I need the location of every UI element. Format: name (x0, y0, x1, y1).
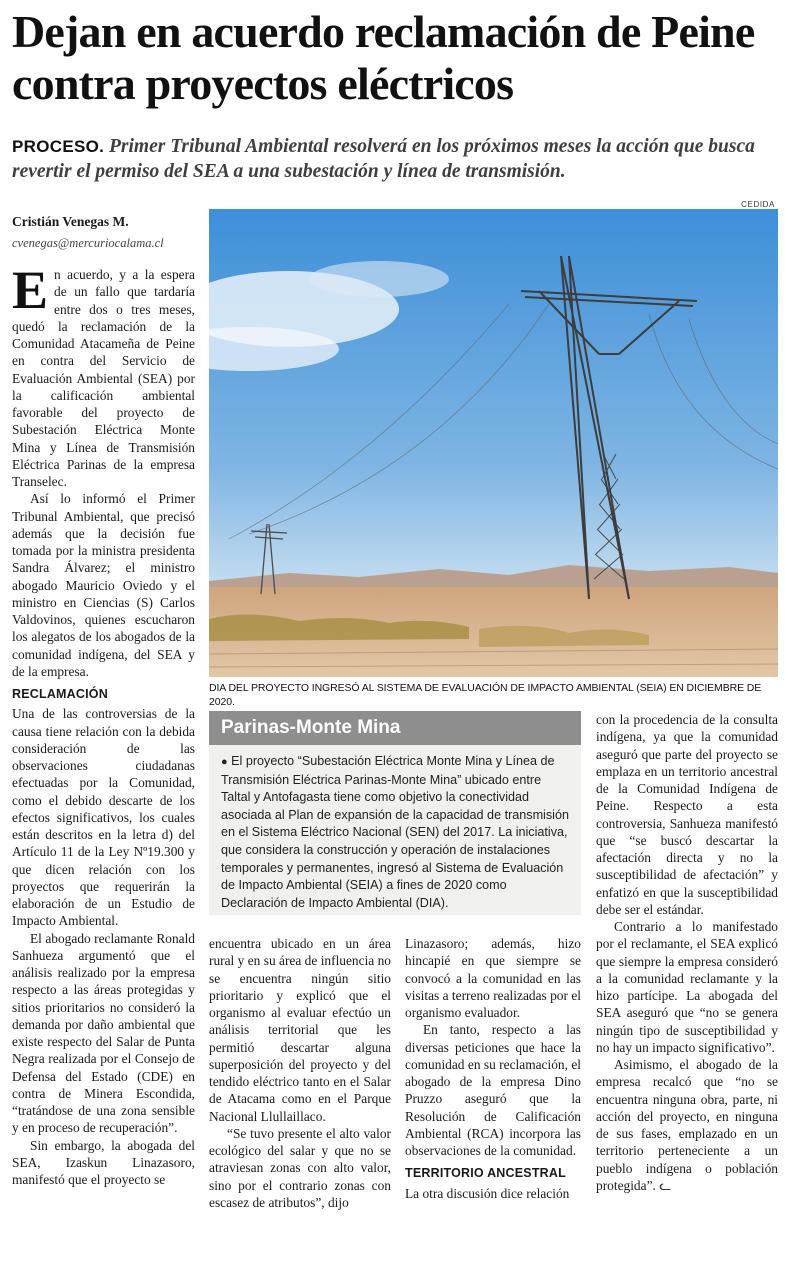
headline: Dejan en acuerdo reclamación de Peine contra proyectos eléctricos (12, 6, 755, 109)
drop-cap: E (12, 260, 49, 320)
paragraph: Linazasoro; además, hizo hincapié en que siempre se convocó a la comunidad en las visitas a terreno realizadas por el organismo evaluador. (405, 936, 581, 1020)
paragraph: Una de las controversias de la causa tiene relación con la debida consideración de las observaciones ciudadanas efectuadas por la Comunidad, como el debido descarte de los efectos significativos, los cuales están descritos en la letra d) del Artículo 11 de la Ley Nº19.300 y que dicen relación con los proyectos que requerirán la elaboración de un Estudio de Impacto Ambiental. (12, 706, 195, 929)
lead-paragraph (12, 260, 195, 490)
article-photo (209, 209, 778, 677)
section-heading-reclamacion: RECLAMACIÓN (12, 687, 108, 701)
factbox (209, 711, 581, 915)
paragraph: Así lo informó el Primer Tribunal Ambiental, que precisó además que la decisión fue tomada por la ministra presidenta Sandra Álvarez; el ministro abogado Mauricio Oviedo y el ministro en Ciencias (S) Carlos Valdovinos, quienes escucharon los alegatos de los abogados de la comunidad indígena, del SEA y de la empresa. (12, 491, 195, 679)
closing-text: Asimismo, el abogado de la empresa recalcó que “no se encuentra ninguna obra, parte, ni acción del proyecto, en ninguna de sus fases, emplazado en un territorio perteneciente a un pueblo indígena o población protegida”. (596, 1057, 778, 1193)
section-heading-territorio: TERRITORIO ANCESTRAL (405, 1166, 566, 1181)
subhead-kicker: PROCESO. (12, 137, 105, 156)
column-2 (209, 935, 391, 1211)
power-tower-photo (209, 209, 778, 677)
paragraph (596, 1056, 778, 1195)
factbox-title: Parinas-Monte Mina (209, 711, 581, 745)
paragraph: Contrario a lo manifestado por el reclamante, el SEA explicó que siempre la empresa consideró a la comunidad reclamante y la hizo partícipe. La abogada del SEA aseguró que “no se genera ningún tipo de susceptibilidad y no hay un impacto significativo”. (596, 919, 778, 1055)
photo-caption: DIA DEL PROYECTO INGRESÓ AL SISTEMA DE EVALUACIÓN DE IMPACTO AMBIENTAL (SEIA) EN DICIEMBRE DE 2020. (209, 682, 762, 708)
paragraph: con la procedencia de la consulta indígena, ya que la comunidad aseguró que parte del proyecto se emplaza en un territorio ancestral de la Comunidad Indígena de Peine. Respecto a esta controversia, Sanhueza manifestó que “se buscó descartar la afectación directa y no la susceptibilidad de afectación” y enfatizó en que la susceptibilidad debe ser el estándar. (596, 712, 778, 917)
factbox-body (209, 745, 581, 912)
byline-email: cvenegas@mercuriocalama.cl (12, 236, 164, 250)
factbox-text: El proyecto “Subestación Eléctrica Monte Mina y Línea de Transmisión Eléctrica Parinas-Monte Mina” ubicado entre Taltal y Antofagasta tiene como objetivo la conectividad asociada al Plan de expansión de la capacidad de transmisión en el Sistema Eléctrico Nacional (SEN) del 2017. La iniciativa, que considera la construcción y operación de instalaciones temporales y permanentes, ingresó al Sistema de Evaluación de Impacto Ambiental (SEIA) a fines de 2020 como Declaración de Impacto Ambiental (DIA). (221, 754, 569, 910)
byline-author: Cristián Venegas M. (12, 214, 129, 229)
paragraph: “Se tuvo presente el alto valor ecológico del salar y que no se atraviesan zonas con alto valor, sino por el contrario zonas con escasez de atributos”, dijo (209, 1125, 391, 1210)
paragraph: encuentra ubicado en un área rural y en su área de influencia no se encuentra ningún sitio prioritario y explicó que el organismo al evaluar efectúo un análisis territorial que les permitió descartar alguna superposición del proyecto y del tendido eléctrico tanto en el Salar de Atacama como en el Parque Nacional Llullaillaco. (209, 936, 391, 1124)
paragraph: La otra discusión dice relación (405, 1185, 570, 1201)
subheadline (12, 134, 777, 184)
photo-credit: CEDIDA (741, 200, 775, 209)
paragraph: El abogado reclamante Ronald Sanhueza argumentó que el análisis realizado por la empresa respecto a las áreas protegidas y sitios prioritarios no consideró la demanda por daño ambiental que existe respecto del Salar de Punta Negra realizada por el Consejo de Defensa del Estado (CDE) en contra de Minera Escondida, “tratándose de una zona sensible y en proceso de recuperación”. (12, 930, 195, 1136)
paragraph: En tanto, respecto a las diversas peticiones que hace la comunidad en su reclamación, el abogado de la empresa Dino Pruzzo aseguró que la Resolución de Calificación Ambiental (RCA) incorpora las observaciones de la comunidad. (405, 1022, 581, 1158)
lead-text: n acuerdo, y a la espera de un fallo que tardaría entre dos o tres meses, quedó la reclamación de la Comunidad Atacameña de Peine en contra del Servicio de Evaluación Ambiental (SEA) por la calificación ambiental favorable del proyecto de Subestación Eléctrica Monte Mina y Línea de Transmisión Eléctrica Parinas de la empresa Transelec. (12, 267, 195, 489)
column-3 (405, 935, 581, 1202)
subhead-text: Primer Tribunal Ambiental resolverá en los próximos meses la acción que busca revertir el permiso del SEA a una subestación y línea de transmisión. (12, 136, 755, 182)
end-mark-icon: ᓚ (659, 1178, 672, 1194)
byline (12, 214, 202, 251)
column-4 (596, 711, 778, 1195)
paragraph: Sin embargo, la abogada del SEA, Izaskun Linazasoro, manifestó que el proyecto se (12, 1137, 195, 1187)
bullet-icon: ● (221, 756, 228, 768)
column-1 (12, 260, 195, 1188)
